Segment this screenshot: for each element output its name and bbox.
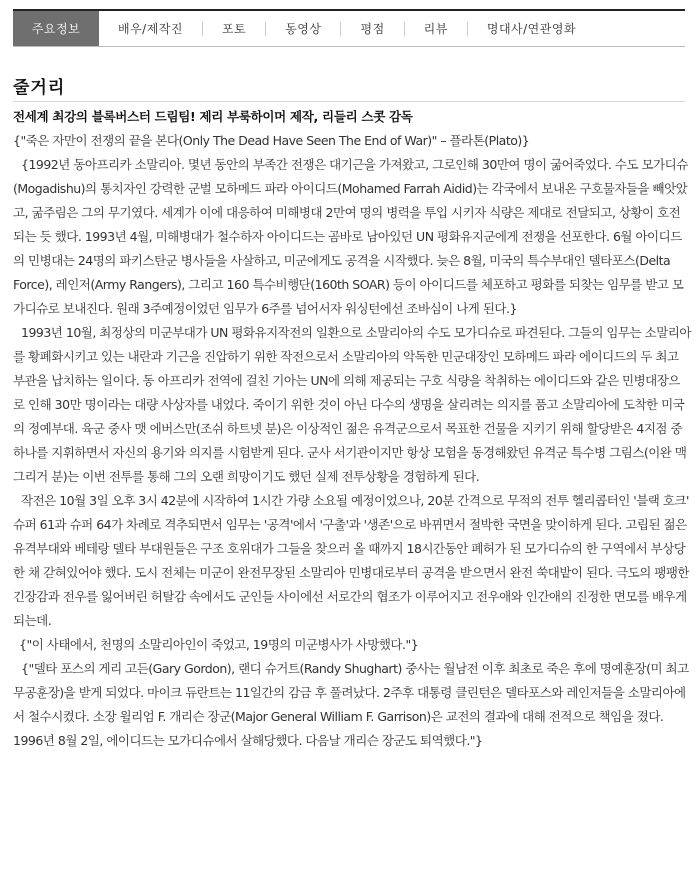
tab-main-info[interactable] [13,11,99,46]
story-paragraph: 1993년 10월, 최정상의 미군부대가 UN 평화유지작전의 일환으로 소말리아의 수도 모가디슈로 파견된다. 그들의 임무는 소말리아를 황폐화시키고 있는 내란과 기근을 진압하기 위한 작전으로서 소말리아의 악독한 민군대장인 모하메드 파라 에이디드의 두 최고 부관을 납치하는 일이다. 동 아프리카 전역에 걸친 기아는 UN에 의해 제공되는 구호 식량을 착취하는 에이디드와 같은 민병대장으로 인해 30만 명이라는 대량 사상자를 내었다. 죽이기 위한 것이 아닌 다수의 생명을 살리려는 의지를 품고 소말리아에 도착한 미국의 정예부대. 육군 중사 맷 에버스만(조쉬 하트넷 분)은 이상적인 젊은 유격군으로서 목표한 건물을 지키기 위해 할당받은 4지점 중 하나를 지휘하면서 자신의 용기와 의지를 시험받게 된다. 군사 서기관이지만 항상 모험을 동경해왔던 유격군 특수병 그림스(이완 맥그리거 분)는 이번 전투를 통해 그의 오랜 희망이기도 했던 실제 전투상황을 경험하게 된다. [13,325,691,484]
tab-quotes-related[interactable] [468,11,595,46]
tab-label: 포토 [222,22,247,36]
tab-photo[interactable] [203,11,265,46]
tab-label: 평점 [360,22,385,36]
tab-review[interactable] [405,11,467,46]
tab-video[interactable] [266,11,340,46]
story-body [13,105,691,753]
tab-cast-crew[interactable] [99,11,202,46]
tab-label: 배우/제작진 [118,22,184,36]
story-paragraph: {1992년 동아프리카 소말리아. 몇년 동안의 부족간 전쟁은 대기근을 가져왔고, 그로인해 30만여 명이 굶어죽었다. 수도 모가디슈(Mogadishu)의 통치자인 강력한 군벌 모하메드 파라 아이디드(Mohamed Farrah Aidid)는 각국에서 보내온 구호물자들을 빼앗았고, 굶주림은 그의 무기였다. 세계가 이에 대응하여 미해병대 2만여 명의 병력을 투입 시키자 식량은 제대로 전달되고, 상황이 호전되는 듯 했다. 1993년 4월, 미해병대가 철수하자 아이디드는 곰바로 남아있던 UN 평화유지군에게 전쟁을 선포한다. 6월 아이디드의 민병대는 24명의 파키스탄군 병사들을 사살하고, 미군에게도 공격을 시작했다. 늦은 8월, 미국의 특수부대인 델타포스(Delta Force), 레인저(Army Rangers), 그리고 160 특수비행단(160th SOAR) 등이 아이디드를 체포하고 평화를 되찾는 임무를 받고 모가디슈로 보내진다. 원래 3주예정이었던 임무가 6주를 넘어서자 워싱턴에선 조바심이 나게 된다.} [13,157,688,316]
section-divider [13,101,685,102]
story-paragraph: {"이 사태에서, 천명의 소말리아인이 죽었고, 19명의 미군병사가 사망했다."} [19,637,419,652]
story-paragraph: 작전은 10월 3일 오후 3시 42분에 시작하여 1시간 가량 소요될 예정이었으나, 20분 간격으로 무적의 전투 헬리콥터인 '블랙 호크' 슈퍼 61과 슈퍼 64가 차례로 격추되면서 임무는 '공격'에서 '구출'과 '생존'으로 바뀌면서 절박한 국면을 맞이하게 된다. 고립된 젊은 유격부대와 베테랑 델타 부대원들은 구조 호위대가 그들을 찾으러 올 때까지 18시간동안 폐허가 된 모가디슈의 한 구역에서 부상당한 채 갇혀있어야 했다. 도시 전체는 미군이 완전무장된 소말리아 민병대로부터 공격을 받으면서 완전 쑥대밭이 된다. 극도의 팽팽한 긴장감과 전우를 잃어버린 허탈감 속에서도 군인들 사이에선 서로간의 협조가 이루어지고 전우애와 인간애의 진정한 면모를 배우게 되는데. [13,493,689,628]
tab-label: 동영상 [285,22,322,36]
section-title: 줄거리 [13,78,66,98]
tab-label: 리뷰 [423,22,448,36]
story-quote: {"죽은 자만이 전쟁의 끝을 본다(Only The Dead Have Seen The End of War)" – 플라톤(Plato)} [13,133,530,148]
story-headline: 전세계 최강의 블록버스터 드림팀! 제리 부룩하이머 제작, 리들리 스콧 감독 [13,109,413,124]
tab-rating[interactable] [341,11,403,46]
tab-label: 명대사/연관영화 [486,22,577,36]
tab-label: 주요정보 [31,22,81,36]
story-paragraph: {"델타 포스의 게리 고든(Gary Gordon), 랜디 슈거트(Randy Shughart) 중사는 월남전 이후 최초로 죽은 후에 명예훈장(미 최고 무공훈장)을 받게 되었다. 마이크 듀란트는 11일간의 감금 후 풀려났다. 2주후 대통령 클린턴은 델타포스와 레인저들을 소말리아에서 철수시켰다. 소장 윌리엄 F. 개리슨 장군(Major General William F. Garrison)은 교전의 결과에 대해 전적으로 책임을 졌다. 1996년 8월 2일, 에이디드는 모가디슈에서 살해당했다. 다음날 개리슨 장군도 퇴역했다."} [13,661,689,748]
movie-tab-bar [13,9,685,47]
